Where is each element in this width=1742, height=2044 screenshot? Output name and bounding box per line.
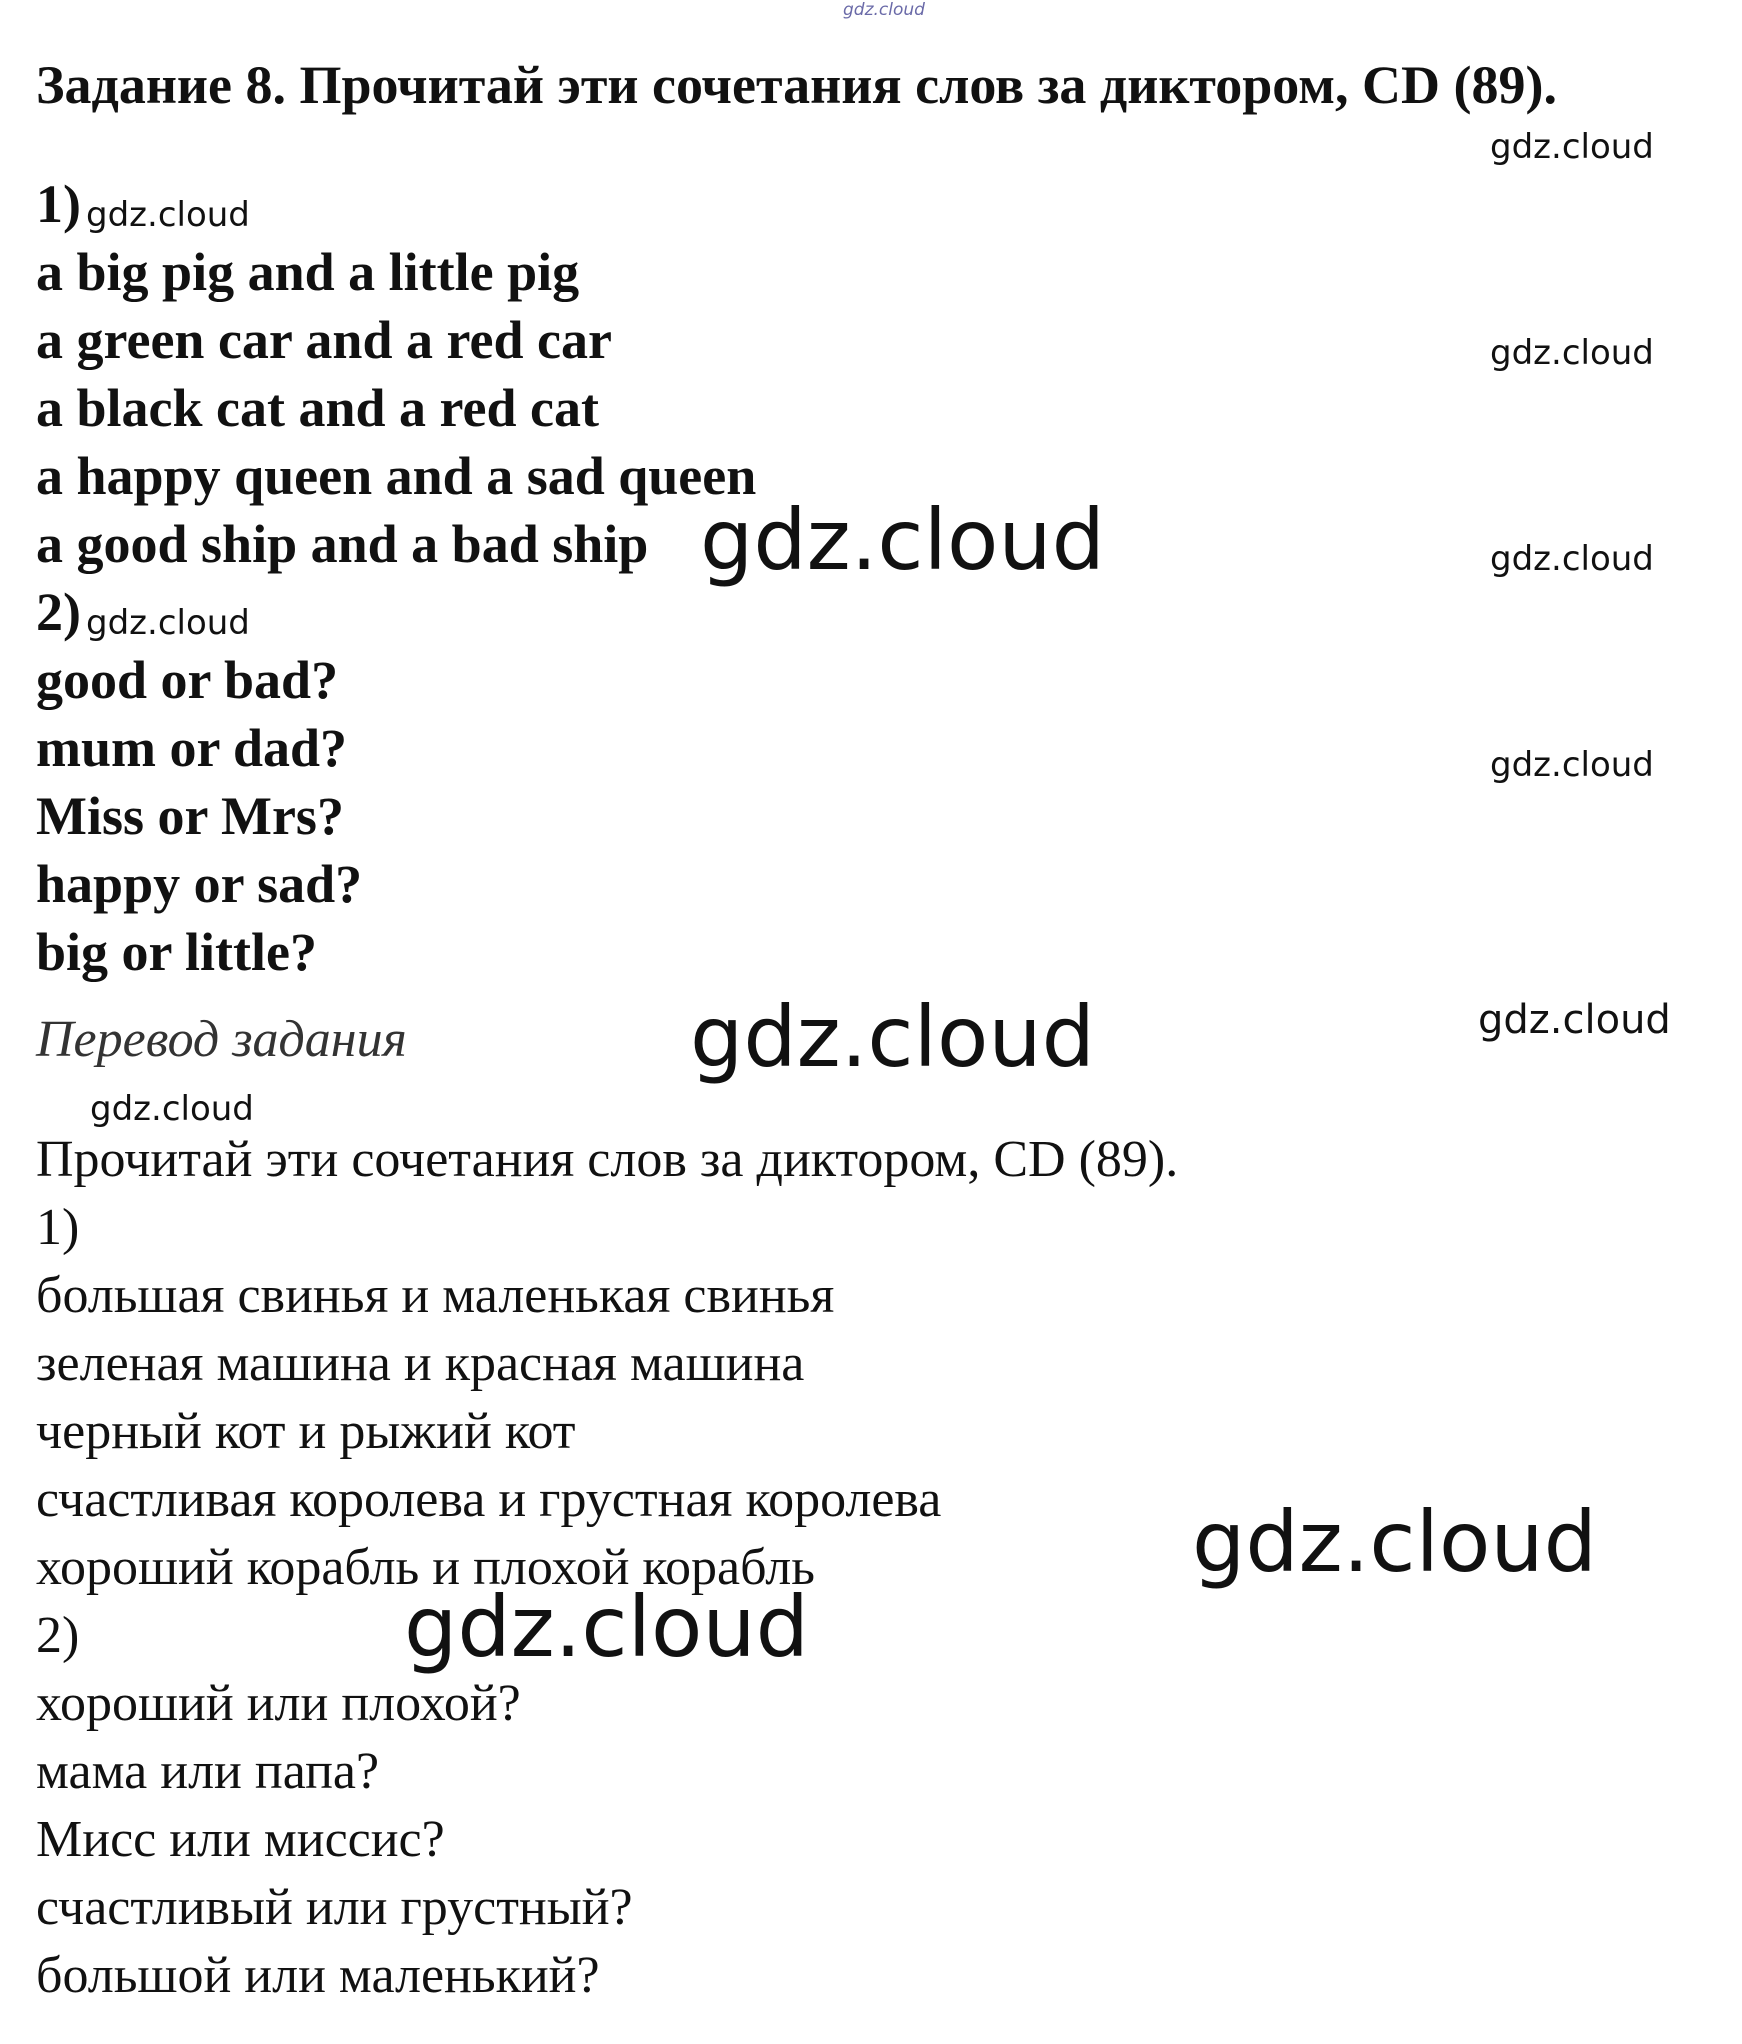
watermark-large: gdz.cloud [700, 491, 1105, 589]
translation-line: хороший или плохой? [36, 1675, 521, 1732]
watermark: gdz.cloud [1490, 539, 1654, 579]
phrase-line: a big pig and a little pig [36, 242, 580, 302]
watermark: gdz.cloud [86, 603, 250, 643]
task-title: Задание 8. Прочитай эти сочетания слов за диктором, CD (89). [36, 55, 1557, 115]
translation-instruction: Прочитай эти сочетания слов за диктором, CD (89). [36, 1131, 1179, 1188]
watermark: gdz.cloud [1490, 333, 1654, 373]
watermark: gdz.cloud [1490, 127, 1654, 167]
question-line: mum or dad? [36, 718, 348, 778]
watermark-top: gdz.cloud [843, 0, 925, 20]
watermark-large: gdz.cloud [1192, 1493, 1597, 1591]
question-line: big or little? [36, 922, 317, 982]
phrase-line: a green car and a red car [36, 310, 612, 370]
phrase-line: a happy queen and a sad queen [36, 446, 757, 506]
question-line: happy or sad? [36, 854, 363, 914]
translation-part2-label: 2) [36, 1607, 80, 1664]
translation-line: большой или маленький? [36, 1947, 600, 2004]
part1-label: 1) [36, 174, 81, 234]
watermark: gdz.cloud [1478, 997, 1671, 1043]
question-line: good or bad? [36, 650, 339, 710]
watermark: gdz.cloud [1490, 745, 1654, 785]
phrase-line: a good ship and a bad ship [36, 514, 649, 574]
watermark: gdz.cloud [86, 195, 250, 235]
translation-line: зеленая машина и красная машина [36, 1335, 805, 1392]
translation-line: мама или папа? [36, 1743, 380, 1800]
translation-body [36, 1126, 1178, 2010]
english-part2 [36, 578, 362, 986]
part2-label: 2) [36, 582, 81, 642]
translation-part1-label: 1) [36, 1199, 80, 1256]
translation-heading: Перевод задания [36, 1011, 407, 1068]
translation-line: Мисс или миссис? [36, 1811, 445, 1868]
english-part1 [36, 170, 756, 578]
watermark-large: gdz.cloud [404, 1578, 809, 1676]
watermark-large: gdz.cloud [690, 988, 1095, 1086]
translation-line: хороший корабль и плохой корабль [36, 1539, 815, 1596]
question-line: Miss or Mrs? [36, 786, 344, 846]
translation-line: счастливый или грустный? [36, 1879, 633, 1936]
translation-line: счастливая королева и грустная королева [36, 1471, 942, 1528]
phrase-line: a black cat and a red cat [36, 378, 599, 438]
translation-line: большая свинья и маленькая свинья [36, 1267, 835, 1324]
watermark: gdz.cloud [90, 1089, 254, 1129]
translation-line: черный кот и рыжий кот [36, 1403, 576, 1460]
